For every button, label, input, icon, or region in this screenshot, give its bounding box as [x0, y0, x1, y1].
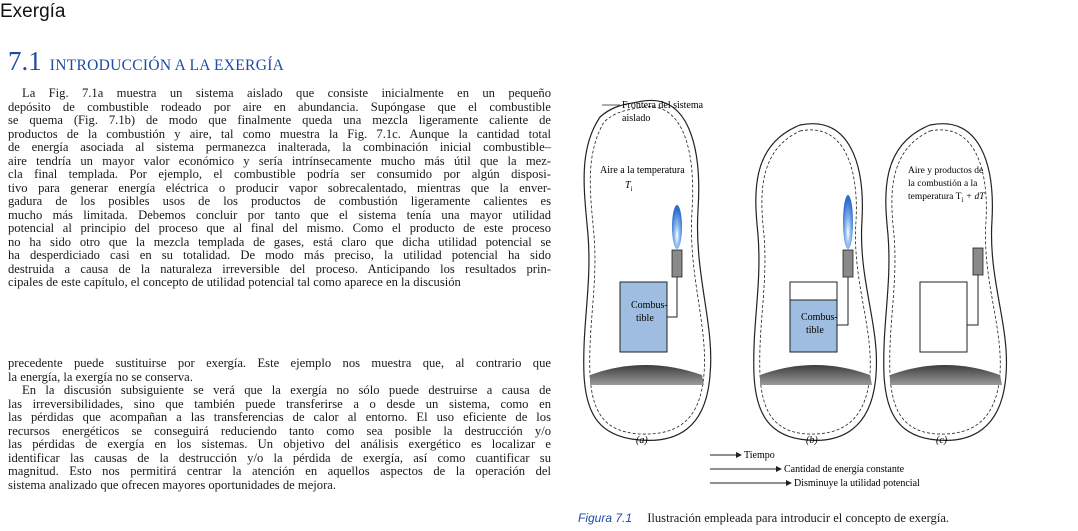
paragraph-line: la energía, la exergía no se conserva. [8, 370, 193, 384]
section-heading [8, 46, 284, 77]
fuel-label-b-2: tible [806, 325, 824, 336]
arrow-label-energy: Cantidad de energía constante [784, 464, 905, 475]
paragraph-line: potencial al principio del proceso que al final del mismo. Como el producto de este proceso [8, 222, 551, 235]
burner-b [843, 250, 853, 277]
subfigure-label-c: (c) [936, 435, 948, 446]
paragraph-line: identificar las causas de la destrucción y/o la pérdida de exergía, así como cuantificar su [8, 451, 551, 465]
flame-a [672, 205, 682, 249]
arrow-label-utility: Disminuye la utilidad potencial [794, 478, 920, 489]
paragraph-line: mucho más limitada. Debemos concluir por tanto que el sistema tenía una mayor utilidad [8, 208, 551, 222]
document-title: Exergía [0, 1, 66, 22]
paragraph-line: En la discusión subsiguiente se verá que la exergía no sólo puede destruirse a causa de [22, 384, 551, 397]
paragraph-line: se quema (Fig. 7.1b) de modo que finalmente queda una mezcla ligeramente caliente de [8, 114, 551, 127]
paragraph-line: precedente puede sustituirse por exergía. Este ejemplo nos muestra que, al contrario que [8, 357, 551, 370]
fuel-tank-c-empty [920, 282, 967, 352]
air-c-label-1: Aire y productos de [908, 166, 984, 176]
paragraph-line: tivo para generar energía eléctrica o producir vapor sobrecalentado, mientras que la enver- [8, 181, 551, 195]
time-arrows [710, 450, 920, 489]
paragraph-line: de energía asociada al sistema permanezca inalterada, la combinación inicial combustible– [8, 141, 551, 154]
boundary-label-2: aislado [622, 113, 651, 124]
paragraph-line: destruida a causa de la naturaleza irreversible del proceso. Anticipando los resultados prin- [8, 262, 551, 276]
paragraph-line: no ha sido otro que la mezcla templada de gases, está claro que dicha utilidad potencial se [8, 235, 551, 249]
figure-caption [578, 511, 949, 526]
paragraph-line: aire tendría un mayor valor económico y sería intrínsecamente mucho más útil que la mez- [8, 154, 551, 168]
fuel-label-a-2: tible [636, 313, 654, 324]
paragraph-line: las irreversibilidades, sino que también puede transferirse a o desde un sistema, como en [8, 397, 551, 411]
system-boundary-a [584, 100, 711, 440]
figure-caption-text: Ilustración empleada para introducir el concepto de exergía. [647, 511, 950, 525]
fuel-label-b-1: Combus- [801, 312, 838, 323]
paragraph-line: magnitud. Esto nos permitirá centrar la atención en aquellos aspectos de la operación del [8, 465, 551, 478]
paragraph-line: productos de la combustión y aire, tal como muestra la Fig. 7.1c. Aunque la cantidad total [8, 127, 551, 141]
paragraph-line: ha desperdiciado casi en su totalidad. De modo más preciso, la utilidad potencial ha sido [8, 249, 551, 262]
ground-b [760, 365, 872, 385]
burner-c [973, 248, 983, 275]
paragraph-line: recursos energéticos se conseguirá reduciendo tanto como sea posible la destrucción y/o [8, 424, 551, 438]
paragraph-line: cla final templada. Por ejemplo, el combustible podría ser consumido por algún disposi- [8, 168, 551, 181]
paragraph-line: las pérdidas que acompañan a las transferencias de calor al entorno. El uso eficiente de los [8, 411, 551, 424]
air-c-label-3: temperatura $T_i$ + dT [908, 192, 985, 204]
panel-a [584, 100, 711, 446]
paragraph-line: depósito de combustible rodeado por aire en abundancia. Supóngase que el combustible [8, 100, 551, 114]
flame-b [843, 195, 853, 249]
air-c-label-2: la combustión a la [908, 179, 978, 189]
paragraph-line: cipales de este capítulo, el concepto de utilidad potencial tal como aparece en la discusión [8, 276, 461, 289]
paragraph-line: sistema analizado que ofrecen mayores oportunidades de mejora. [8, 478, 337, 492]
boundary-label-1: Frontera del sistema [622, 100, 704, 111]
figure-caption-label: Figura 7.1 [578, 511, 633, 525]
exergy-figure [570, 85, 985, 505]
burner-a [672, 250, 682, 277]
paragraph-intro [8, 87, 551, 290]
panel-b [754, 124, 877, 446]
panel-c [884, 124, 1007, 446]
air-a-label-1: Aire a la temperatura [600, 165, 685, 176]
section-number: 7.1 [8, 46, 42, 76]
paragraph-exergy-destruction [8, 384, 551, 492]
fuel-label-a-1: Combus- [631, 300, 668, 311]
subfigure-label-b: (b) [806, 435, 818, 446]
arrow-label-time: Tiempo [744, 450, 775, 461]
paragraph-line: las pérdidas de exergía en los sistemas. Un objetivo del análisis exergético es localizar e [8, 438, 551, 451]
subfigure-label-a: (a) [636, 435, 648, 446]
ground-c [890, 365, 1002, 385]
paragraph-line: gadura de los posibles usos de los productos de combustión ligeramente calientes es [8, 195, 551, 208]
section-title: INTRODUCCIÓN A LA EXERGÍA [49, 57, 285, 74]
paragraph-exergy-definition [8, 357, 551, 384]
ground-a [590, 365, 704, 385]
air-a-label-2: $T_i$ [625, 180, 633, 193]
paragraph-line: La Fig. 7.1a muestra un sistema aislado que consiste inicialmente en un pequeño [22, 87, 551, 100]
